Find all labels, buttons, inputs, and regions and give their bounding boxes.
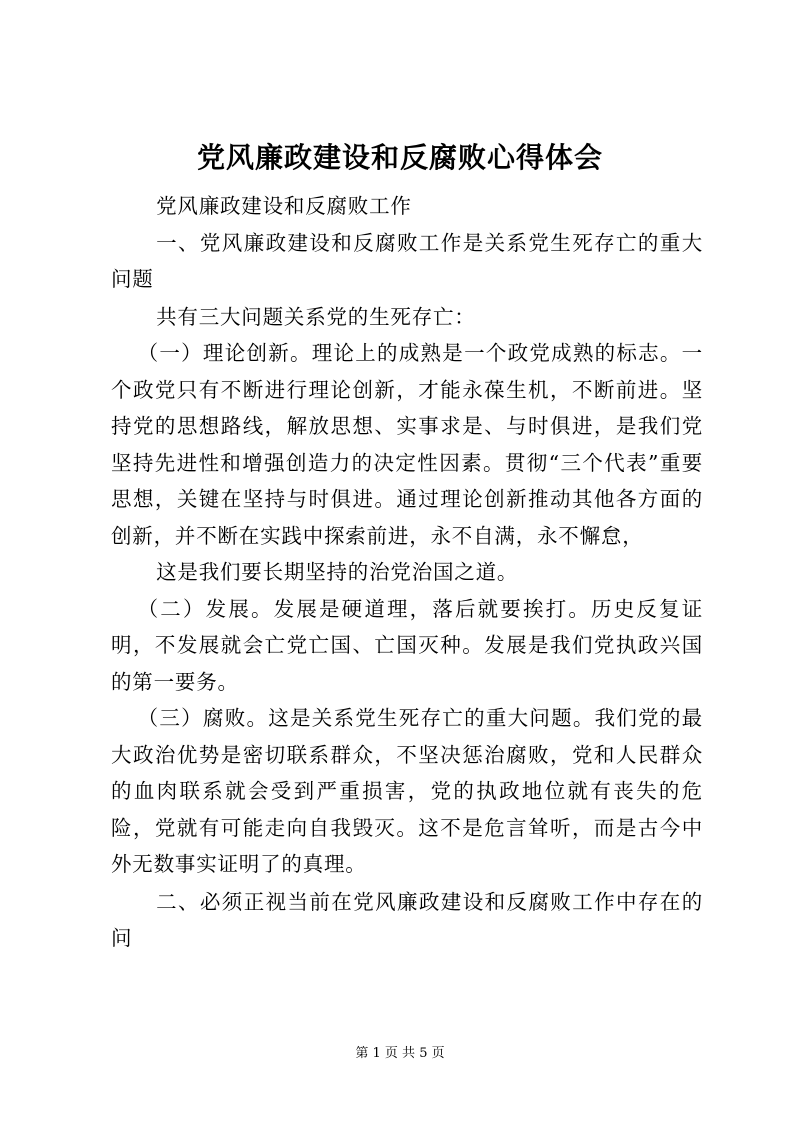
paragraph-corruption: （三）腐败。这是关系党生死存亡的重大问题。我们党的最大政治优势是密切联系群众，不坚决惩治腐败，党和人民群众的血肉联系就会受到严重损害，党的执政地位就有丧失的危险，党就有可能走向自我毁灭。这不是危言耸听，而是古今中外无数事实证明了的真理。 xyxy=(111,706,703,876)
paragraph-section-one-heading: 一、党风廉政建设和反腐败工作是关系党生死存亡的重大问题 xyxy=(111,230,703,291)
document-title: 党风廉政建设和反腐败心得体会 xyxy=(196,141,603,174)
paragraph-three-issues: 共有三大问题关系党的生死存亡： xyxy=(156,304,476,329)
document-body xyxy=(111,188,703,957)
paragraph-theory-innovation: （一）理论创新。理论上的成熟是一个政党成熟的标志。一个政党只有不断进行理论创新，才能永葆生机，不断前进。坚持党的思想路线，解放思想、实事求是、与时俱进，是我们党坚持先进性和增强创造力的决定性因素。贯彻“三个代表”重要思想，关键在坚持与时俱进。通过理论创新推动其他各方面的创新，并不断在实践中探索前进，永不自满，永不懈怠， xyxy=(111,341,703,548)
paragraph-section-two-heading: 二、必须正视当前在党风廉政建设和反腐败工作中存在的问 xyxy=(111,889,703,950)
paragraph-subtitle: 党风廉政建设和反腐败工作 xyxy=(156,194,412,218)
paragraph-development: （二）发展。发展是硬道理，落后就要挨打。历史反复证明，不发展就会亡党亡国、亡国灭种。发展是我们党执政兴国的第一要务。 xyxy=(111,596,703,694)
paragraph-governance-way: 这是我们要长期坚持的治党治国之道。 xyxy=(156,560,519,584)
page-footer: 第 1 页 共 5 页 xyxy=(355,1046,445,1061)
